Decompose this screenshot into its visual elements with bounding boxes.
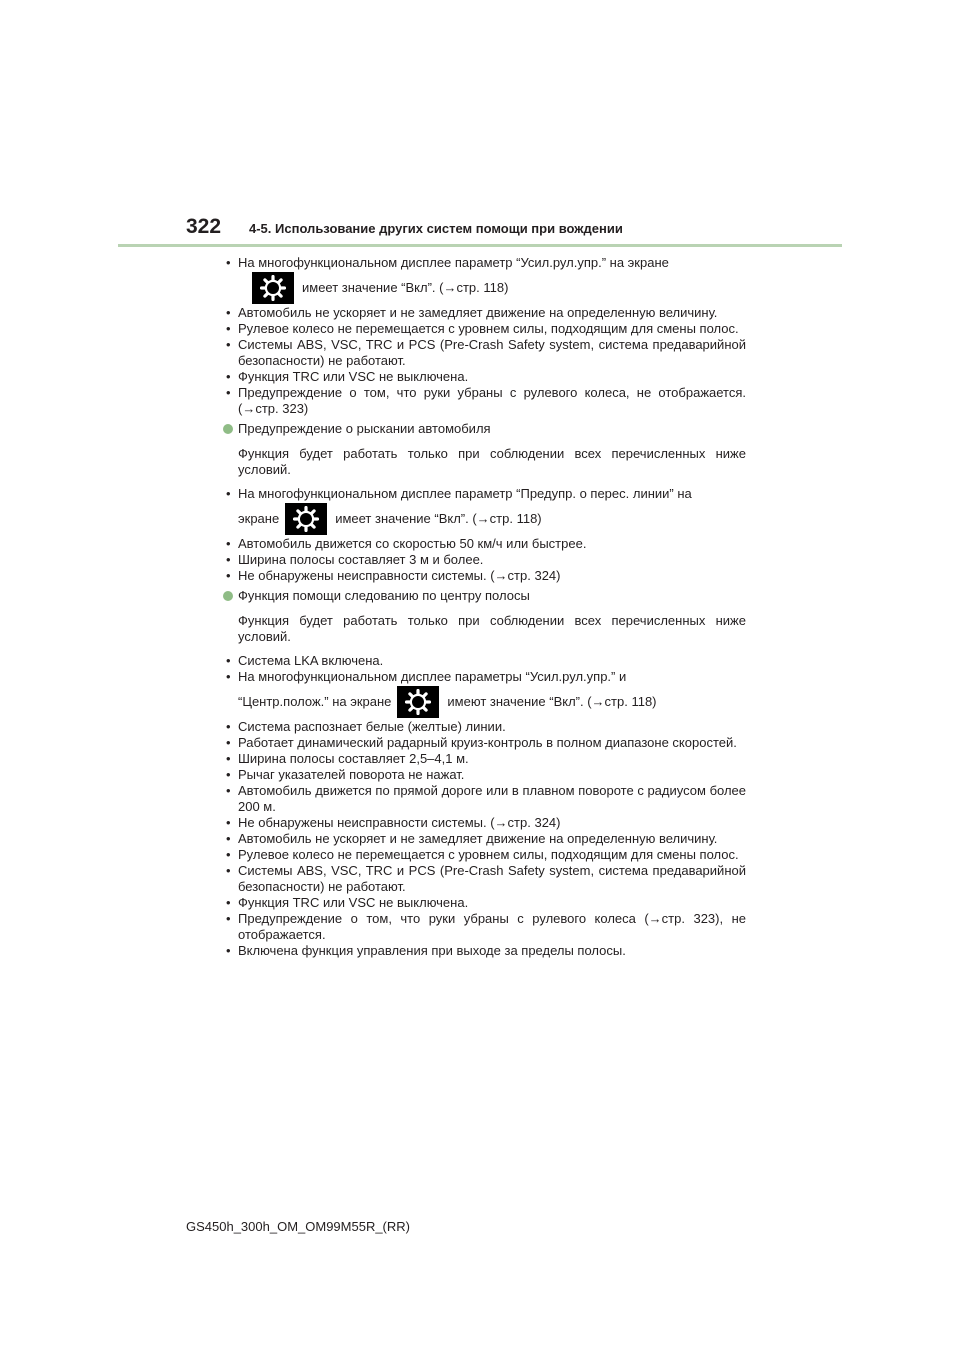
list-item: • Рычаг указателей поворота не нажат.: [220, 767, 746, 783]
gear-icon: [397, 686, 439, 718]
icon-line: [220, 502, 746, 536]
icon-line: [220, 271, 746, 305]
list-item: • Функция TRC или VSC не выключена.: [220, 369, 746, 385]
list-item-continuation: экране: [238, 511, 280, 526]
topic-heading-text: Функция помощи следованию по центру полосы: [238, 588, 530, 603]
list-item: • Функция TRC или VSC не выключена.: [220, 895, 746, 911]
list-item: • Ширина полосы составляет 3 м и более.: [220, 552, 746, 568]
list-item: • Автомобиль движется со скоростью 50 км/ч или быстрее.: [220, 536, 746, 552]
list-item: • Включена функция управления при выходе за пределы полосы.: [220, 943, 746, 959]
paragraph: Функция будет работать только при соблюдении всех перечисленных ниже условий.: [238, 613, 746, 644]
list-item: • На многофункциональном дисплее параметр “Усил.рул.упр.” на экране: [220, 255, 746, 271]
list-item: • Система LKA включена.: [220, 653, 746, 669]
list-item-continuation: имеет значение “Вкл”. (→стр. 118): [302, 280, 509, 295]
section-title: 4-5. Использование других систем помощи при вождении: [249, 221, 623, 236]
list-item: • Рулевое колесо не перемещается с уровнем силы, подходящим для смены полос.: [220, 321, 746, 337]
list-item: • Система распознает белые (желтые) линии.: [220, 719, 746, 735]
topic-heading: [220, 421, 746, 437]
list-item: • Автомобиль не ускоряет и не замедляет движение на определенную величину.: [220, 831, 746, 847]
list-item: • Предупреждение о том, что руки убраны с рулевого колеса (→стр. 323), не отображается.: [220, 911, 746, 943]
footer-code: GS450h_300h_OM_OM99M55R_(RR): [186, 1219, 410, 1234]
page-content: [220, 255, 746, 959]
topic-heading: [220, 588, 746, 604]
list-item-continuation: имеют значение “Вкл”. (→стр. 118): [447, 694, 657, 709]
list-item: • Автомобиль не ускоряет и не замедляет движение на определенную величину.: [220, 305, 746, 321]
list-item: • Предупреждение о том, что руки убраны с рулевого колеса, не отображается. (→стр. 323): [220, 385, 746, 417]
list-item: • Системы ABS, VSC, TRC и PCS (Pre-Crash Safety system, система предаварийной безопасности) не работают.: [220, 863, 746, 895]
list-item: • Не обнаружены неисправности системы. (→стр. 324): [220, 568, 746, 584]
list-item: • Рулевое колесо не перемещается с уровнем силы, подходящим для смены полос.: [220, 847, 746, 863]
paragraph: Функция будет работать только при соблюдении всех перечисленных ниже условий.: [238, 446, 746, 477]
list-item: • Не обнаружены неисправности системы. (→стр. 324): [220, 815, 746, 831]
gear-icon: [285, 503, 327, 535]
list-item-continuation: имеет значение “Вкл”. (→стр. 118): [335, 511, 542, 526]
list-item: • Работает динамический радарный круиз-контроль в полном диапазоне скоростей.: [220, 735, 746, 751]
list-item-continuation: “Центр.полож.” на экране: [238, 694, 392, 709]
list-item: • На многофункциональном дисплее параметры “Усил.рул.упр.” и: [220, 669, 746, 685]
list-item: • Ширина полосы составляет 2,5–4,1 м.: [220, 751, 746, 767]
list-item: • На многофункциональном дисплее параметр “Предупр. о перес. линии” на: [220, 486, 746, 502]
bullet-dot-icon: [223, 591, 233, 601]
gear-icon: [252, 272, 294, 304]
list-item: • Автомобиль движется по прямой дороге или в плавном повороте с радиусом более 200 м.: [220, 783, 746, 815]
header-divider: [118, 244, 842, 247]
icon-line: [220, 685, 746, 719]
list-item: • Системы ABS, VSC, TRC и PCS (Pre-Crash Safety system, система предаварийной безопасности) не работают.: [220, 337, 746, 369]
topic-heading-text: Предупреждение о рыскании автомобиля: [238, 421, 491, 436]
page-number: 322: [186, 215, 222, 238]
bullet-dot-icon: [223, 424, 233, 434]
